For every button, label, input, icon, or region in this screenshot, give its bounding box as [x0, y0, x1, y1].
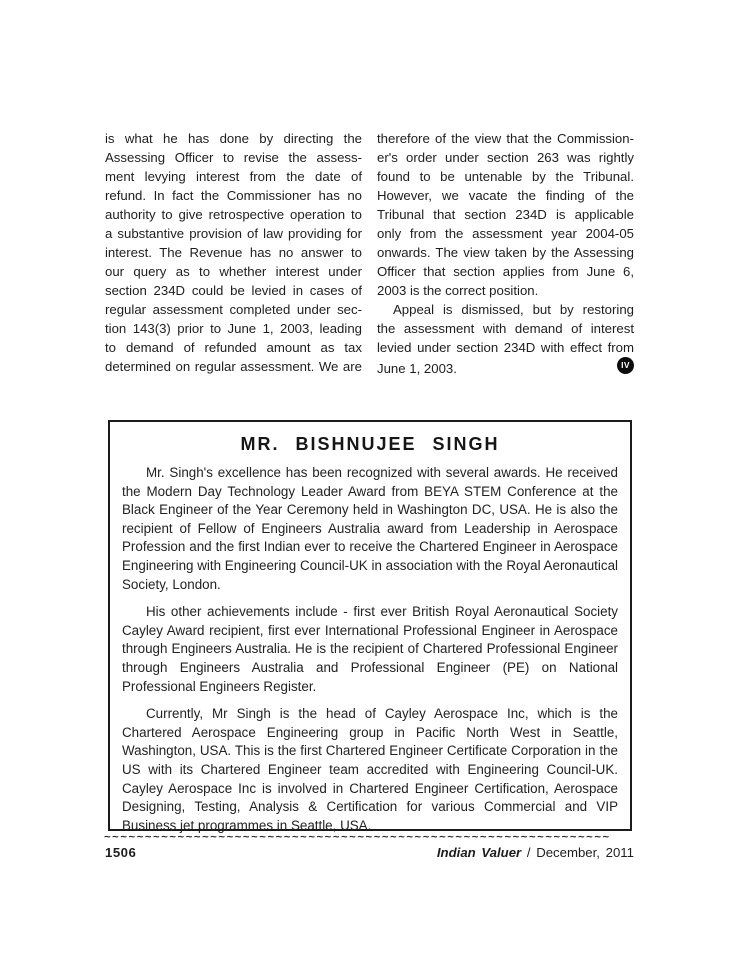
profile-paragraph-awards: Mr. Singh's excellence has been recognized with several awards. He received the Modern Day Technology Leader Award from BEYA STEM Conference at the Black Engineer of the Year Ceremony held in Washington DC, USA. He is also the recipient of Fellow of Engineers Australia award from Leadership in Aerospace Profession and the first Indian ever to receive the Chartered Engineer in Aerospace Engineering with Engineering Council-UK in association with the Royal Aeronautical Society, London.: [122, 465, 618, 592]
text-line: only from the assessment year 2004-05: [377, 226, 634, 241]
text-line: Assessing Officer to revise the assess-: [105, 150, 362, 165]
article-left-column: [105, 129, 362, 378]
indian-valuer-end-mark-icon: [617, 357, 634, 374]
text-line: to demand of refunded amount as tax: [105, 340, 362, 355]
text-line: 2003 is the correct position.: [377, 283, 539, 298]
text-line: ment levying interest from the date of: [105, 169, 362, 184]
text-line: er's order under section 263 was rightly: [377, 150, 634, 165]
text-line: a substantive provision of law providing for: [105, 226, 362, 241]
text-line: Appeal is dismissed, but by restoring: [393, 302, 634, 317]
profile-box: [108, 420, 632, 831]
iv-badge-label: IV: [621, 360, 630, 370]
article-last-line: [377, 357, 634, 378]
text-line: found to be untenable by the Tribunal.: [377, 169, 634, 184]
journal-issue-date: / December, 2011: [526, 845, 634, 860]
footer-tilde-separator: ~~~~~~~~~~~~~~~~~~~~~~~~~~~~~~~~~~~~~~~~~~~~~~~~~~~~~~~~~~~~~~: [104, 830, 611, 843]
profile-paragraph-achievements: His other achievements include - first ever British Royal Aeronautical Society Cayley Award recipient, first ever International Professional Engineer in Aerospace through Engineers Australia. He is the recipient of Chartered Professional Engineer through Engineers Australia and Professional Engineer (PE) on National Professional Engineers Register.: [122, 604, 618, 694]
text-line: levied under section 234D with effect from: [377, 340, 634, 355]
text-line: therefore of the view that the Commission-: [377, 131, 634, 146]
article-last-line-text: June 1, 2003.: [377, 361, 457, 376]
article-body: [105, 129, 634, 378]
text-line: Officer that section applies from June 6,: [377, 264, 634, 279]
text-line: However, we vacate the finding of the: [377, 188, 634, 203]
page-number: 1506: [105, 845, 137, 860]
text-line: the assessment with demand of interest: [377, 321, 634, 336]
text-line: Tribunal that section 234D is applicable: [377, 207, 634, 222]
text-line: determined on regular assessment. We are: [105, 359, 362, 374]
text-line: onwards. The view taken by the Assessing: [377, 245, 634, 260]
journal-reference: [437, 845, 634, 860]
article-right-column-lines: [377, 129, 634, 357]
article-right-column: [377, 129, 634, 378]
text-line: is what he has done by directing the: [105, 131, 362, 146]
journal-name: Indian Valuer: [436, 845, 522, 860]
profile-box-title: MR. BISHNUJEE SINGH: [240, 434, 500, 454]
page-footer: [105, 845, 634, 860]
text-line: refund. In fact the Commissioner has no: [105, 188, 362, 203]
text-line: our query as to whether interest under: [105, 264, 362, 279]
text-line: tion 143(3) prior to June 1, 2003, leading: [105, 321, 362, 336]
text-line: regular assessment completed under sec-: [105, 302, 362, 317]
text-line: section 234D could be levied in cases of: [105, 283, 362, 298]
text-line: authority to give retrospective operation to: [105, 207, 362, 222]
text-line: interest. The Revenue has no answer to: [105, 245, 362, 260]
profile-paragraph-current-role: Currently, Mr Singh is the head of Cayley Aerospace Inc, which is the Chartered Aerospace Engineering group in Pacific North West in Seattle, Washington, USA. This is the first Chartered Engineer Certificate Corporation in the US with its Chartered Engineer team accredited with Engineering Council-UK. Cayley Aerospace Inc is involved in Chartered Engineer Certification, Aerospace Designing, Testing, Analysis & Certification for various Commercial and VIP Business jet programmes in Seattle, USA.: [122, 706, 618, 833]
